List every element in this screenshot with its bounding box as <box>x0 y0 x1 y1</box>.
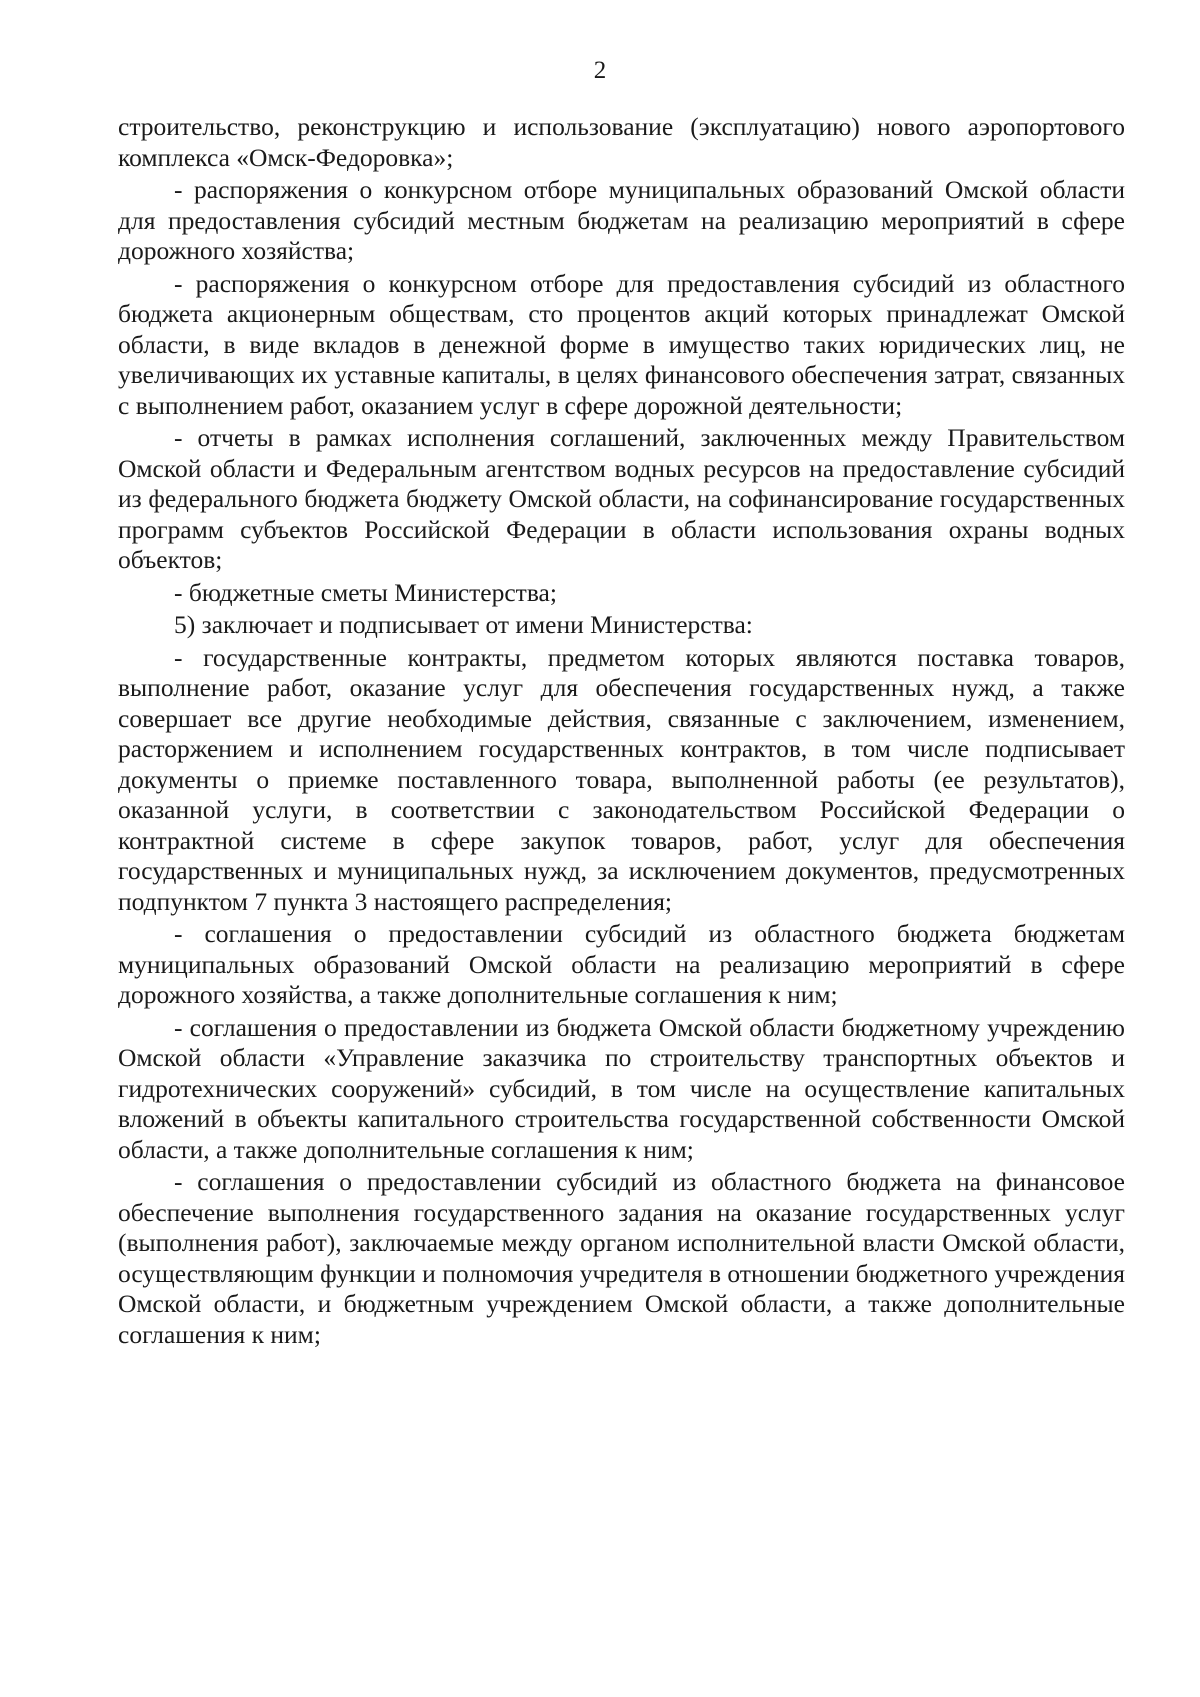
paragraph-item: - отчеты в рамках исполнения соглашений, заключенных между Правительством Омской области и Федеральным агентством водных ресурсов на предоставление субсидий из федерального бюджета бюджету Омской области, на софинансирование государственных программ субъектов Российской Федерации в области использования охраны водных объектов; <box>118 423 1125 574</box>
document-body <box>118 112 1125 1352</box>
paragraph-item: - распоряжения о конкурсном отборе муниципальных образований Омской области для предоставления субсидий местным бюджетам на реализацию мероприятий в сфере дорожного хозяйства; <box>118 175 1125 265</box>
paragraph-item: - соглашения о предоставлении субсидий из областного бюджета бюджетам муниципальных образований Омской области на реализацию мероприятий в сфере дорожного хозяйства, а также дополнительные соглашения к ним; <box>118 919 1125 1009</box>
paragraph-item: - распоряжения о конкурсном отборе для предоставления субсидий из областного бюджета акционерным обществам, сто процентов акций которых принадлежат Омской области, в виде вкладов в денежной форме в имущество таких юридических лиц, не увеличивающих их уставные капиталы, в целях финансового обеспечения затрат, связанных с выполнением работ, оказанием услуг в сфере дорожной деятельности; <box>118 268 1125 420</box>
paragraph-item: 5) заключает и подписывает от имени Министерства: <box>174 610 753 639</box>
paragraph-continuation: строительство, реконструкцию и использование (эксплуатацию) нового аэропортового комплекса «Омск-Федоровка»; <box>118 112 1125 172</box>
paragraph-item: - соглашения о предоставлении субсидий из областного бюджета на финансовое обеспечение выполнения государственного задания на оказание государственных услуг (выполнения работ), заключаемые между органом исполнительной власти Омской области, осуществляющим функции и полномочия учредителя в отношении бюджетного учреждения Омской области, и бюджетным учреждением Омской области, а также дополнительные соглашения к ним; <box>118 1167 1125 1349</box>
paragraph-item: - государственные контракты, предметом которых являются поставка товаров, выполнение работ, оказание услуг для обеспечения государственных нужд, а также совершает все другие необходимые действия, связанные с заключением, изменением, расторжением и исполнением государственных контрактов, в том числе подписывает документы о приемке поставленного товара, выполненной работы (ее результатов), оказанной услуги, в соответствии с законодательством Российской Федерации о контрактной системе в сфере закупок товаров, работ, услуг для обеспечения государственных и муниципальных нужд, за исключением документов, предусмотренных подпунктом 7 пункта 3 настоящего распределения; <box>118 642 1125 916</box>
paragraph-item: - бюджетные сметы Министерства; <box>174 577 557 607</box>
page-number: 2 <box>593 57 607 84</box>
paragraph-item: - соглашения о предоставлении из бюджета Омской области бюджетному учреждению Омской области «Управление заказчика по строительству транспортных объектов и гидротехнических сооружений» субсидий, в том числе на осуществление капитальных вложений в объекты капитального строительства государственной собственности Омской области, а также дополнительные соглашения к ним; <box>118 1012 1125 1164</box>
